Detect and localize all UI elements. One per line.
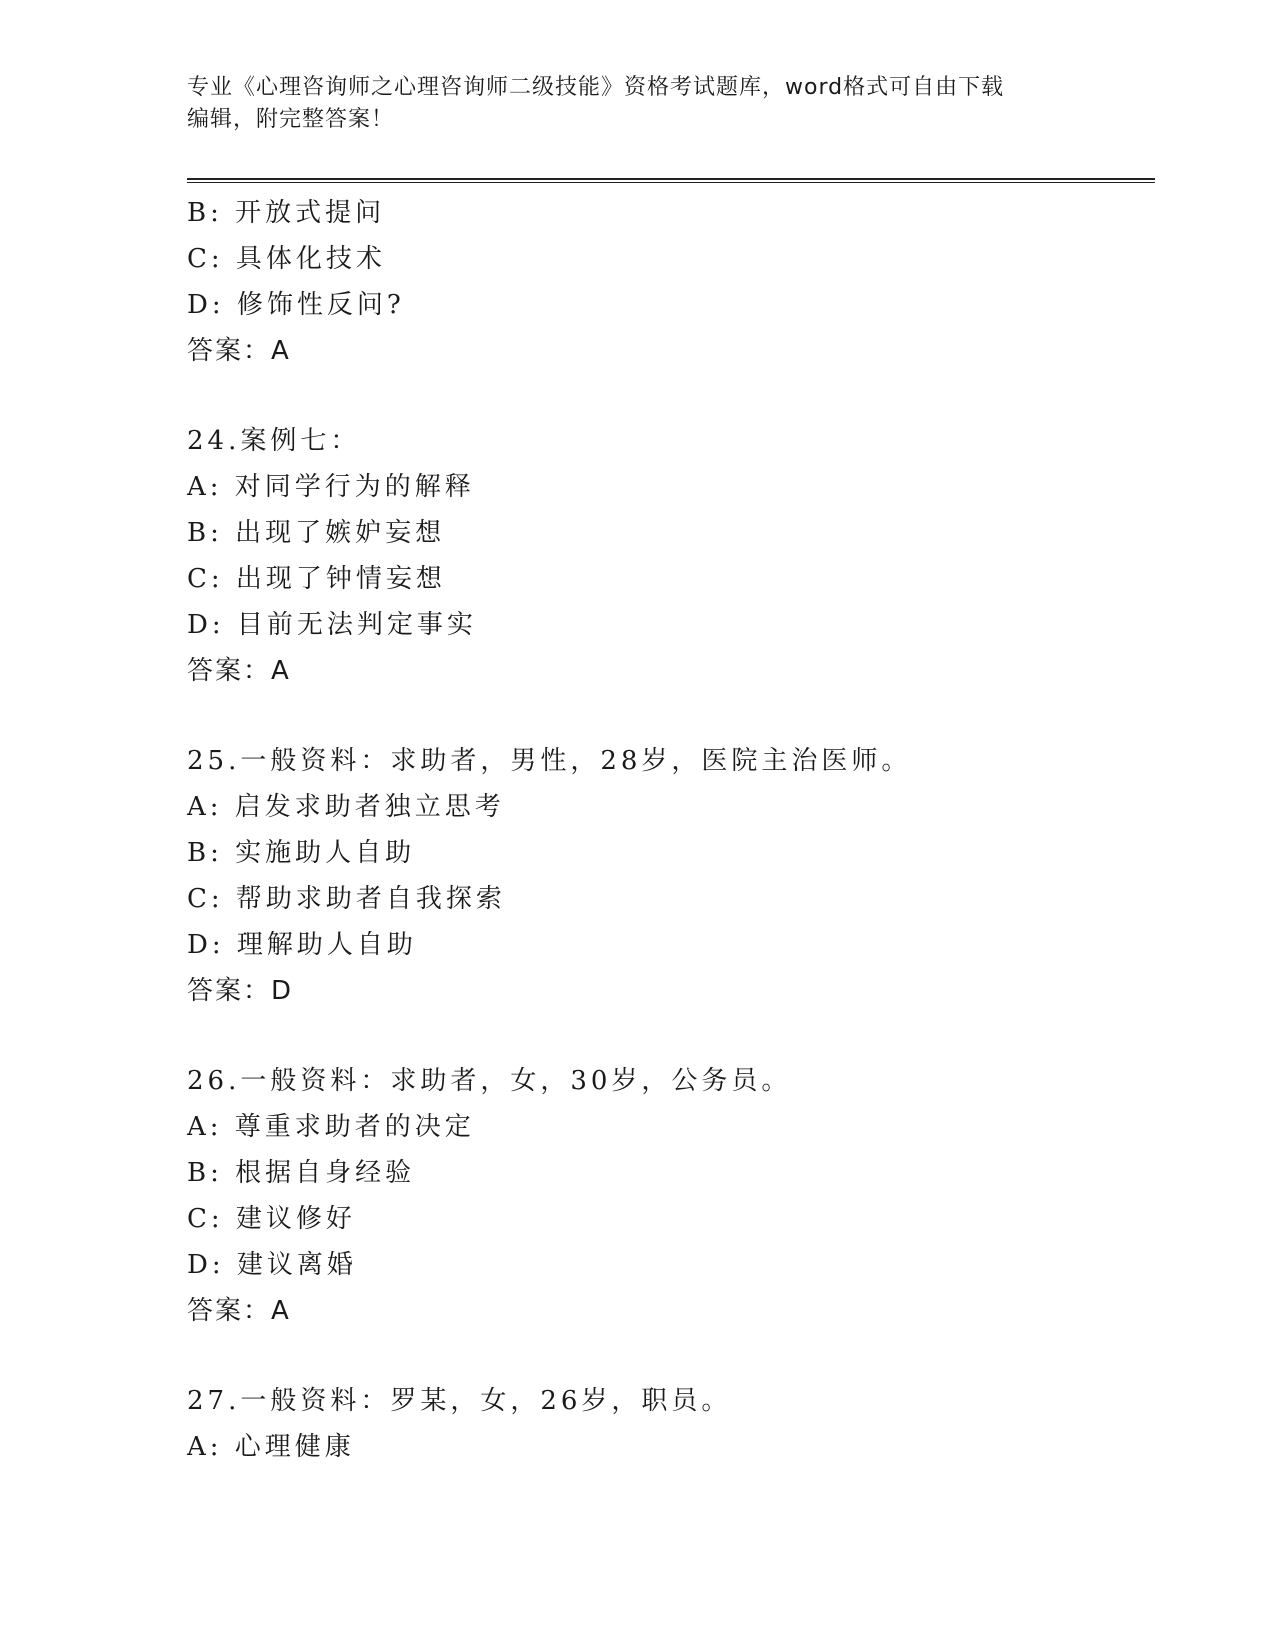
option-c: C: 出现了钟情妄想 [187,564,446,594]
question-block-27 [187,1378,1155,1470]
option-a: A: 启发求助者独立思考 [187,792,505,822]
question-stem: 24.案例七： [187,426,361,456]
option-b: B: 出现了嫉妒妄想 [187,518,446,548]
question-list [187,190,1155,1470]
answer-label: 答案：A [187,1296,291,1326]
answer-label: 答案：D [187,976,294,1006]
option-c: C: 建议修好 [187,1204,356,1234]
document-header [187,72,1067,136]
question-stem: 26.一般资料：求助者，女，30岁，公务员。 [187,1066,792,1096]
option-d: D: 目前无法判定事实 [187,610,477,640]
question-block-24 [187,418,1155,694]
option-d: D: 建议离婚 [187,1250,357,1280]
option-c: C: 帮助求助者自我探索 [187,884,506,914]
header-line-2: 编辑，附完整答案！ [187,107,395,132]
option-b: B: 根据自身经验 [187,1158,416,1188]
option-b: B: 开放式提问 [187,198,386,228]
question-stem: 25.一般资料：求助者，男性，28岁，医院主治医师。 [187,746,912,776]
header-divider [187,178,1155,183]
header-line-1: 专业《心理咨询师之心理咨询师二级技能》资格考试题库，word格式可自由下载 [187,75,1005,100]
answer-label: 答案：A [187,656,291,686]
option-d: D: 修饰性反问? [187,290,405,320]
option-a: A: 尊重求助者的决定 [187,1112,475,1142]
option-c: C: 具体化技术 [187,244,386,274]
option-a: A: 对同学行为的解释 [187,472,475,502]
question-block-23 [187,190,1155,374]
option-b: B: 实施助人自助 [187,838,416,868]
question-stem: 27.一般资料：罗某，女，26岁，职员。 [187,1386,732,1416]
answer-label: 答案：A [187,336,291,366]
option-a: A: 心理健康 [187,1432,355,1462]
option-d: D: 理解助人自助 [187,930,417,960]
question-block-25 [187,738,1155,1014]
question-block-26 [187,1058,1155,1334]
